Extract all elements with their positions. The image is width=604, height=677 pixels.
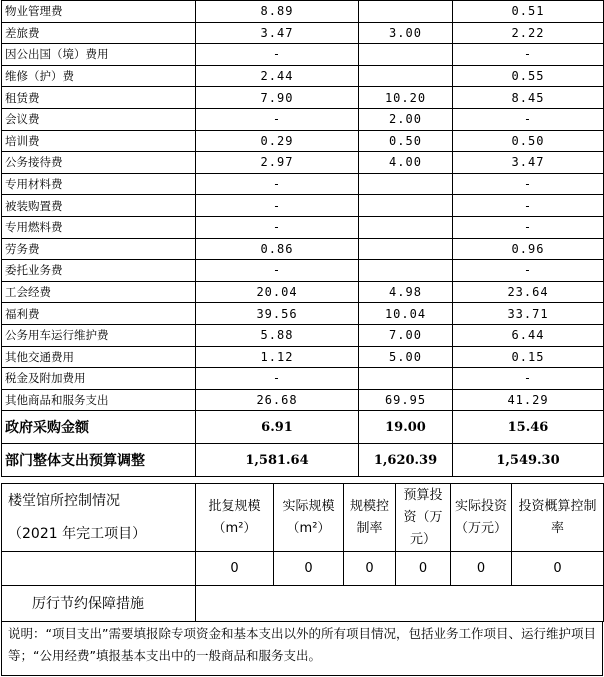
- cell-value: 2.44: [196, 65, 359, 87]
- cell-value: 5.00: [359, 346, 453, 368]
- row-label: 工会经费: [2, 281, 196, 303]
- expense-row: [2, 281, 604, 303]
- expense-row: [2, 260, 604, 282]
- expense-row: [2, 368, 604, 390]
- cell-value: -: [196, 260, 359, 282]
- row-label: 培训费: [2, 130, 196, 152]
- header-approved-scale: 批复规模（m²）: [196, 484, 274, 552]
- row-label: 委托业务费: [2, 260, 196, 282]
- row-label: 其他商品和服务支出: [2, 389, 196, 411]
- cell-value: 0.50: [453, 130, 604, 152]
- building-subtitle: （2021 年完工项目）: [2, 518, 196, 552]
- header-investment-control-rate: 投资概算控制率: [512, 484, 604, 552]
- cell-value: 10.04: [359, 303, 453, 325]
- cell-value: [359, 1, 453, 23]
- building-value-row: [2, 552, 604, 586]
- cell-value: 6.91: [196, 411, 359, 444]
- expense-row: [2, 324, 604, 346]
- cell-value: 2.97: [196, 152, 359, 174]
- cell-value: [359, 238, 453, 260]
- cell-value: 2.22: [453, 22, 604, 44]
- cell-value: [359, 173, 453, 195]
- cell-value: 1,620.39: [359, 444, 453, 477]
- cell-value: -: [453, 173, 604, 195]
- cell-value: 8.45: [453, 87, 604, 109]
- cell-value: 7.90: [196, 87, 359, 109]
- expense-row: [2, 65, 604, 87]
- cell-value: -: [453, 260, 604, 282]
- cell-value: 23.64: [453, 281, 604, 303]
- row-label: 劳务费: [2, 238, 196, 260]
- header-actual-investment: 实际投资（万元）: [451, 484, 512, 552]
- cell-value: 6.44: [453, 324, 604, 346]
- cell-value: 8.89: [196, 1, 359, 23]
- expense-table: [1, 0, 604, 477]
- budget-adjust-row: [2, 444, 604, 477]
- cell-value: 26.68: [196, 389, 359, 411]
- cell-value: 0.96: [453, 238, 604, 260]
- cell-value: 4.00: [359, 152, 453, 174]
- row-label: 政府采购金额: [2, 411, 196, 444]
- cell-value: -: [196, 108, 359, 130]
- row-label: 维修（护）费: [2, 65, 196, 87]
- expense-row: [2, 130, 604, 152]
- cell-value: [359, 195, 453, 217]
- cell-value: [359, 368, 453, 390]
- cell-value: 0: [512, 552, 604, 586]
- cell-value: 0: [344, 552, 396, 586]
- explanation-note: 说明：“项目支出”需要填报除专项资金和基本支出以外的所有项目情况，包括业务工作项目、运行维护项目等；“公用经费”填报基本支出中的一般商品和服务支出。: [1, 621, 603, 676]
- blank-cell: [2, 552, 196, 586]
- cell-value: -: [453, 108, 604, 130]
- row-label: 差旅费: [2, 22, 196, 44]
- building-title: 楼堂馆所控制情况: [2, 484, 196, 518]
- expense-row: [2, 303, 604, 325]
- cell-value: [359, 65, 453, 87]
- row-label: 税金及附加费用: [2, 368, 196, 390]
- row-label: 专用材料费: [2, 173, 196, 195]
- cell-value: 39.56: [196, 303, 359, 325]
- cell-value: 0: [396, 552, 451, 586]
- expense-row: [2, 389, 604, 411]
- cell-value: -: [453, 368, 604, 390]
- cell-value: 33.71: [453, 303, 604, 325]
- expense-row: [2, 1, 604, 23]
- building-header-row-1: [2, 484, 604, 518]
- row-label: 其他交通费用: [2, 346, 196, 368]
- cell-value: 5.88: [196, 324, 359, 346]
- header-budget-investment: 预算投资（万元）: [396, 484, 451, 552]
- expense-row: [2, 152, 604, 174]
- cell-value: 1,549.30: [453, 444, 604, 477]
- cell-value: [359, 216, 453, 238]
- building-control-table: [1, 483, 604, 622]
- cell-value: 2.00: [359, 108, 453, 130]
- measures-label: 厉行节约保障措施: [2, 586, 196, 622]
- cell-value: [359, 260, 453, 282]
- cell-value: 7.00: [359, 324, 453, 346]
- cell-value: 3.47: [196, 22, 359, 44]
- row-label: 会议费: [2, 108, 196, 130]
- cell-value: -: [196, 44, 359, 66]
- cell-value: 15.46: [453, 411, 604, 444]
- row-label: 物业管理费: [2, 1, 196, 23]
- cell-value: 0.86: [196, 238, 359, 260]
- measures-content: [196, 586, 604, 622]
- cell-value: 0: [274, 552, 344, 586]
- row-label: 专用燃料费: [2, 216, 196, 238]
- row-label: 被装购置费: [2, 195, 196, 217]
- cell-value: [359, 44, 453, 66]
- row-label: 租赁费: [2, 87, 196, 109]
- row-label: 公务用车运行维护费: [2, 324, 196, 346]
- cell-value: 0.51: [453, 1, 604, 23]
- cell-value: -: [196, 216, 359, 238]
- cell-value: 0: [451, 552, 512, 586]
- cell-value: -: [196, 195, 359, 217]
- cell-value: -: [196, 368, 359, 390]
- header-actual-scale: 实际规模（m²）: [274, 484, 344, 552]
- expense-row: [2, 195, 604, 217]
- cell-value: -: [196, 173, 359, 195]
- cell-value: 41.29: [453, 389, 604, 411]
- header-scale-control-rate: 规模控制率: [344, 484, 396, 552]
- row-label: 公务接待费: [2, 152, 196, 174]
- measures-row: [2, 586, 604, 622]
- expense-row: [2, 216, 604, 238]
- row-label: 因公出国（境）费用: [2, 44, 196, 66]
- expense-row: [2, 173, 604, 195]
- cell-value: -: [453, 195, 604, 217]
- cell-value: -: [453, 44, 604, 66]
- expense-row: [2, 22, 604, 44]
- expense-row: [2, 238, 604, 260]
- cell-value: 1.12: [196, 346, 359, 368]
- cell-value: 0.55: [453, 65, 604, 87]
- expense-row: [2, 44, 604, 66]
- cell-value: 3.47: [453, 152, 604, 174]
- cell-value: -: [453, 216, 604, 238]
- expense-row: [2, 87, 604, 109]
- cell-value: 0.29: [196, 130, 359, 152]
- procurement-row: [2, 411, 604, 444]
- expense-row: [2, 108, 604, 130]
- cell-value: 0.50: [359, 130, 453, 152]
- cell-value: 0: [196, 552, 274, 586]
- cell-value: 69.95: [359, 389, 453, 411]
- row-label: 部门整体支出预算调整: [2, 444, 196, 477]
- cell-value: 0.15: [453, 346, 604, 368]
- cell-value: 3.00: [359, 22, 453, 44]
- expense-row: [2, 346, 604, 368]
- cell-value: 19.00: [359, 411, 453, 444]
- cell-value: 4.98: [359, 281, 453, 303]
- cell-value: 1,581.64: [196, 444, 359, 477]
- cell-value: 20.04: [196, 281, 359, 303]
- cell-value: 10.20: [359, 87, 453, 109]
- row-label: 福利费: [2, 303, 196, 325]
